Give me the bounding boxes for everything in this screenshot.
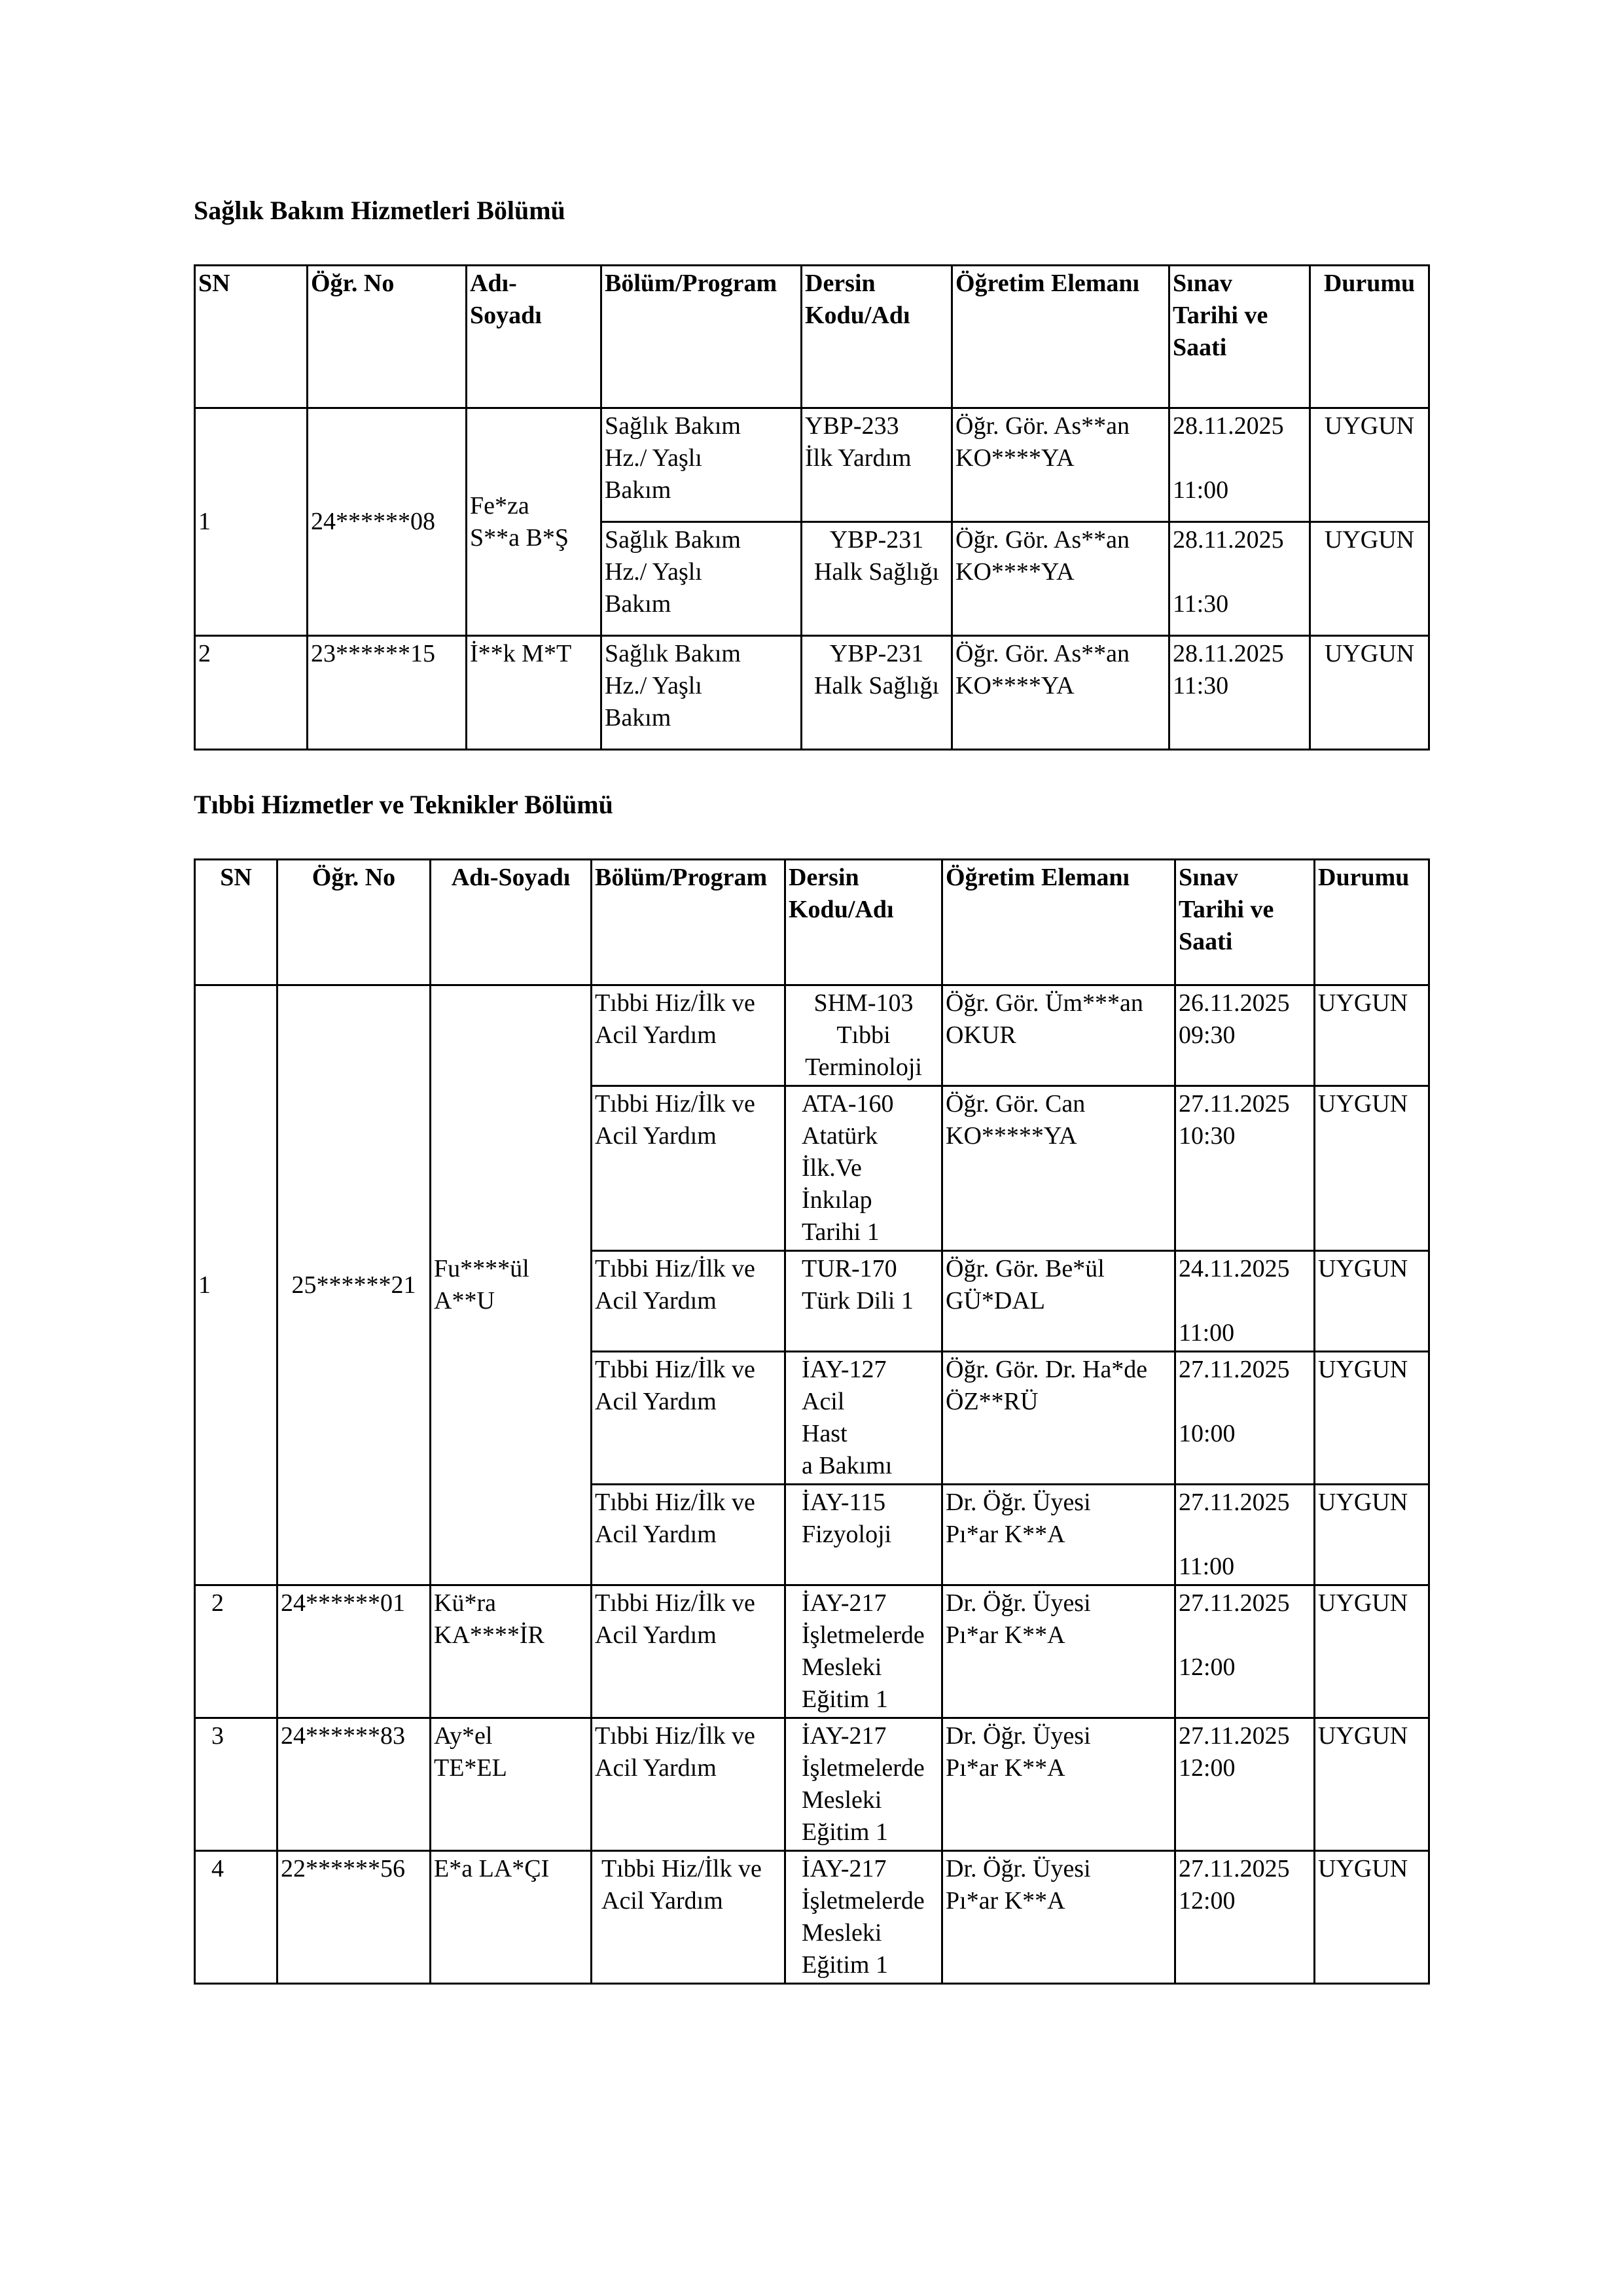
cell-lecturer: Dr. Öğr. Üyesi Pı*ar K**A	[942, 1718, 1175, 1851]
table-row	[195, 985, 1429, 1086]
cell-exam-time	[1175, 1585, 1315, 1718]
table-header-row	[195, 266, 1429, 408]
exam-date: 27.11.2025	[1179, 1855, 1290, 1882]
exam-table-saglik	[194, 264, 1430, 751]
exam-date: 27.11.2025	[1179, 1356, 1290, 1383]
header-durumu: Durumu	[1310, 266, 1429, 408]
header-bolum-program: Bölüm/Program	[592, 860, 785, 985]
header-sinav-tarihi: Sınav Tarihi ve Saati	[1169, 266, 1310, 408]
cell-ogr-no: 24******01	[277, 1585, 431, 1718]
table-row	[195, 1718, 1429, 1851]
exam-hour: 11:30	[1173, 590, 1229, 618]
cell-sn: 1	[195, 408, 308, 636]
cell-lecturer: Öğr. Gör. Be*ül GÜ*DAL	[942, 1251, 1175, 1352]
exam-hour: 11:00	[1173, 476, 1229, 504]
cell-name: İ**k M*T	[467, 636, 601, 750]
cell-exam-time	[1175, 1352, 1315, 1485]
exam-date: 28.11.2025	[1173, 412, 1284, 440]
cell-ogr-no: 24******08	[308, 408, 467, 636]
cell-course: İAY-115 Fizyoloji	[785, 1485, 942, 1585]
cell-status: UYGUN	[1310, 636, 1429, 750]
cell-status: UYGUN	[1315, 1251, 1429, 1352]
exam-date: 28.11.2025	[1173, 640, 1284, 667]
cell-lecturer: Öğr. Gör. Dr. Ha*de ÖZ**RÜ	[942, 1352, 1175, 1485]
cell-ogr-no: 22******56	[277, 1851, 431, 1984]
header-ogr-no: Öğr. No	[308, 266, 467, 408]
cell-status: UYGUN	[1315, 1485, 1429, 1585]
exam-hour: 12:00	[1179, 1653, 1236, 1681]
cell-ogr-no: 25******21	[277, 985, 431, 1585]
cell-program: Tıbbi Hiz/İlk ve Acil Yardım	[592, 1585, 785, 1718]
cell-lecturer: Öğr. Gör. Üm***an OKUR	[942, 985, 1175, 1086]
cell-status: UYGUN	[1310, 408, 1429, 522]
header-bolum-program: Bölüm/Program	[601, 266, 802, 408]
cell-course: İAY-217 İşletmelerde Mesleki Eğitim 1	[785, 1585, 942, 1718]
cell-lecturer: Öğr. Gör. As**an KO****YA	[952, 636, 1169, 750]
cell-lecturer: Öğr. Gör. As**an KO****YA	[952, 522, 1169, 636]
cell-exam-time	[1175, 1718, 1315, 1851]
cell-exam-time	[1169, 408, 1310, 522]
cell-program: Sağlık Bakım Hz./ Yaşlı Bakım	[601, 636, 802, 750]
cell-course: YBP-233 İlk Yardım	[802, 408, 952, 522]
exam-date: 26.11.2025	[1179, 989, 1290, 1017]
exam-hour: 09:30	[1179, 1021, 1236, 1049]
table-row	[195, 1585, 1429, 1718]
header-adi-soyadi: Adı- Soyadı	[467, 266, 601, 408]
header-ogretim-elemani: Öğretim Elemanı	[952, 266, 1169, 408]
cell-course: ATA-160 Atatürk İlk.Ve İnkılap Tarihi 1	[785, 1086, 942, 1251]
cell-lecturer: Öğr. Gör. As**an KO****YA	[952, 408, 1169, 522]
cell-course: İAY-217 İşletmelerde Mesleki Eğitim 1	[785, 1851, 942, 1984]
cell-exam-time	[1175, 985, 1315, 1086]
cell-program: Tıbbi Hiz/İlk ve Acil Yardım	[592, 1851, 785, 1984]
cell-course: TUR-170 Türk Dili 1	[785, 1251, 942, 1352]
cell-status: UYGUN	[1315, 1851, 1429, 1984]
header-ogretim-elemani: Öğretim Elemanı	[942, 860, 1175, 985]
cell-program: Tıbbi Hiz/İlk ve Acil Yardım	[592, 1086, 785, 1251]
exam-date: 27.11.2025	[1179, 1589, 1290, 1617]
exam-hour: 12:00	[1179, 1887, 1236, 1915]
cell-program: Tıbbi Hiz/İlk ve Acil Yardım	[592, 985, 785, 1086]
cell-course: SHM-103 Tıbbi Terminoloji	[785, 985, 942, 1086]
exam-date: 28.11.2025	[1173, 526, 1284, 554]
cell-ogr-no: 23******15	[308, 636, 467, 750]
cell-course: YBP-231 Halk Sağlığı	[802, 522, 952, 636]
exam-hour: 10:30	[1179, 1122, 1236, 1150]
cell-program: Sağlık Bakım Hz./ Yaşlı Bakım	[601, 522, 802, 636]
cell-name: Fe*za S**a B*Ş	[467, 408, 601, 636]
table-row	[195, 636, 1429, 750]
exam-date: 27.11.2025	[1179, 1722, 1290, 1750]
cell-lecturer: Dr. Öğr. Üyesi Pı*ar K**A	[942, 1585, 1175, 1718]
header-ogr-no: Öğr. No	[277, 860, 431, 985]
cell-sn: 3	[195, 1718, 277, 1851]
cell-status: UYGUN	[1315, 1086, 1429, 1251]
exam-date: 27.11.2025	[1179, 1090, 1290, 1118]
cell-course: YBP-231 Halk Sağlığı	[802, 636, 952, 750]
table-row	[195, 408, 1429, 522]
cell-lecturer: Dr. Öğr. Üyesi Pı*ar K**A	[942, 1485, 1175, 1585]
cell-lecturer: Öğr. Gör. Can KO*****YA	[942, 1086, 1175, 1251]
cell-program: Tıbbi Hiz/İlk ve Acil Yardım	[592, 1718, 785, 1851]
cell-exam-time	[1175, 1251, 1315, 1352]
header-adi-soyadi: Adı-Soyadı	[431, 860, 592, 985]
cell-program: Sağlık Bakım Hz./ Yaşlı Bakım	[601, 408, 802, 522]
header-sinav-tarihi: Sınav Tarihi ve Saati	[1175, 860, 1315, 985]
cell-name: Kü*ra KA****İR	[431, 1585, 592, 1718]
table-row	[195, 1851, 1429, 1984]
cell-name: E*a LA*ÇI	[431, 1851, 592, 1984]
cell-status: UYGUN	[1315, 1585, 1429, 1718]
table-header-row	[195, 860, 1429, 985]
cell-ogr-no: 24******83	[277, 1718, 431, 1851]
cell-exam-time	[1169, 522, 1310, 636]
cell-lecturer: Dr. Öğr. Üyesi Pı*ar K**A	[942, 1851, 1175, 1984]
cell-exam-time	[1175, 1086, 1315, 1251]
cell-status: UYGUN	[1315, 985, 1429, 1086]
exam-table-tibbi	[194, 858, 1430, 1985]
exam-hour: 11:00	[1179, 1553, 1235, 1580]
exam-hour: 10:00	[1179, 1420, 1236, 1447]
cell-sn: 2	[195, 1585, 277, 1718]
exam-date: 24.11.2025	[1179, 1255, 1290, 1282]
header-durumu: Durumu	[1315, 860, 1429, 985]
section-title: Sağlık Bakım Hizmetleri Bölümü	[194, 196, 565, 225]
cell-name: Fu****ül A**U	[431, 985, 592, 1585]
exam-date: 27.11.2025	[1179, 1489, 1290, 1516]
exam-hour: 11:30	[1173, 672, 1229, 699]
cell-status: UYGUN	[1315, 1352, 1429, 1485]
section-title: Tıbbi Hizmetler ve Teknikler Bölümü	[194, 790, 613, 819]
header-sn: SN	[195, 266, 308, 408]
cell-exam-time	[1175, 1485, 1315, 1585]
header-dersin-kodu: Dersin Kodu/Adı	[802, 266, 952, 408]
cell-sn: 1	[195, 985, 277, 1585]
cell-program: Tıbbi Hiz/İlk ve Acil Yardım	[592, 1485, 785, 1585]
cell-sn: 2	[195, 636, 308, 750]
exam-hour: 11:00	[1179, 1319, 1235, 1347]
cell-exam-time	[1175, 1851, 1315, 1984]
cell-program: Tıbbi Hiz/İlk ve Acil Yardım	[592, 1251, 785, 1352]
header-dersin-kodu: Dersin Kodu/Adı	[785, 860, 942, 985]
cell-status: UYGUN	[1315, 1718, 1429, 1851]
cell-name: Ay*el TE*EL	[431, 1718, 592, 1851]
cell-sn: 4	[195, 1851, 277, 1984]
cell-program: Tıbbi Hiz/İlk ve Acil Yardım	[592, 1352, 785, 1485]
header-sn: SN	[195, 860, 277, 985]
cell-status: UYGUN	[1310, 522, 1429, 636]
cell-exam-time	[1169, 636, 1310, 750]
exam-hour: 12:00	[1179, 1754, 1236, 1782]
cell-course: İAY-127 Acil Hast a Bakımı	[785, 1352, 942, 1485]
cell-course: İAY-217 İşletmelerde Mesleki Eğitim 1	[785, 1718, 942, 1851]
